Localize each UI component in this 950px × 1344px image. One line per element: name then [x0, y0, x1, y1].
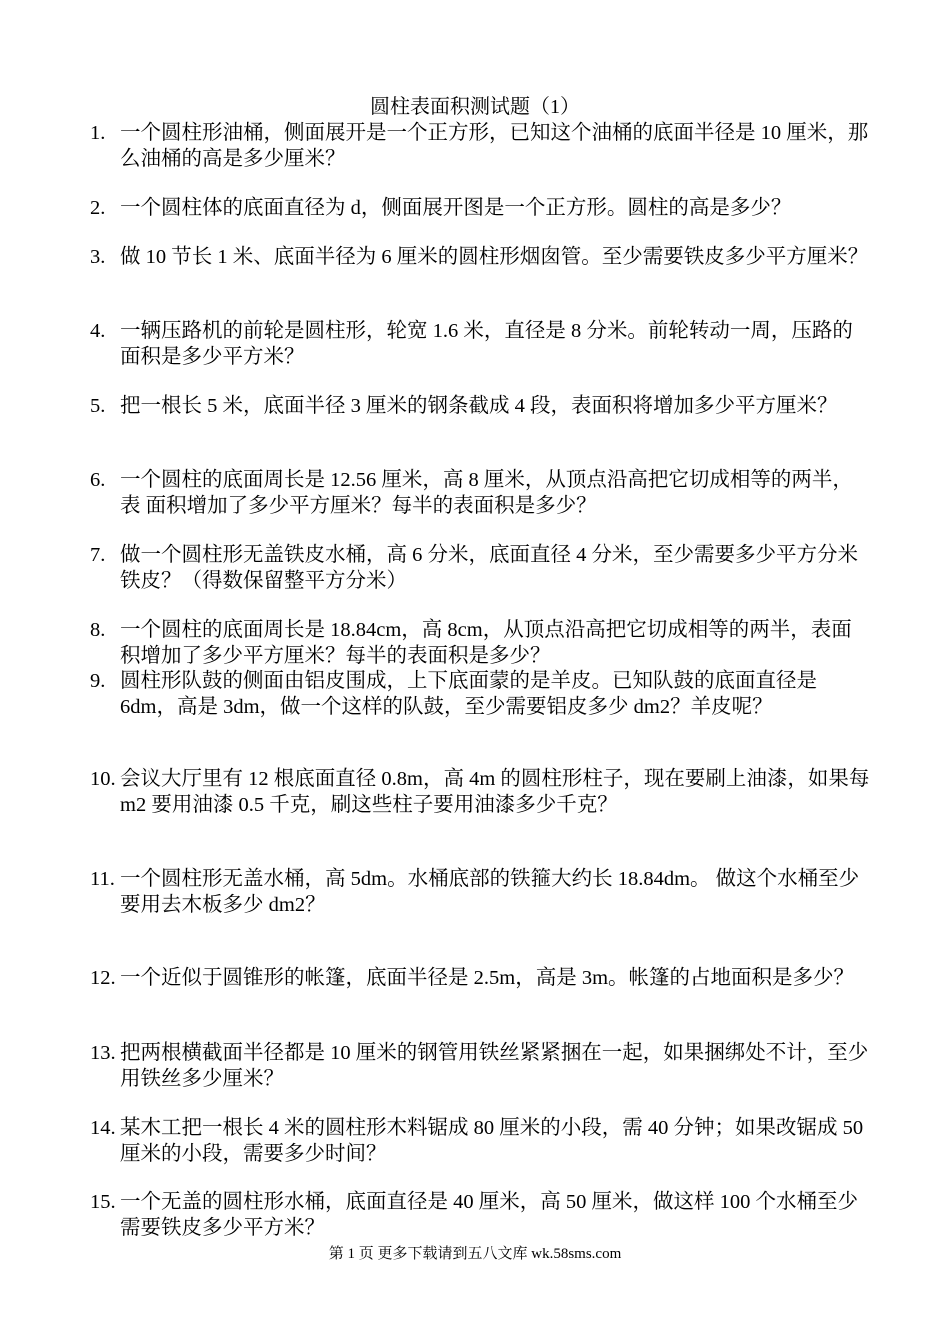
question-text: 一个近似于圆锥形的帐篷，底面半径是 2.5m，高是 3m。帐篷的占地面积是多少？	[120, 967, 855, 989]
question-text: 一辆压路机的前轮是圆柱形，轮宽 1.6 米，直径是 8 分米。前轮转动一周，压路的面积是多少平方米？	[120, 320, 853, 368]
question-number: 9.	[90, 670, 106, 692]
question-4	[90, 318, 870, 370]
question-text: 做一个圆柱形无盖铁皮水桶，高 6 分米，底面直径 4 分米，至少需要多少平方分米 铁皮？（得数保留整平方分米）	[120, 544, 858, 592]
question-5	[90, 393, 870, 419]
question-number: 7.	[90, 544, 106, 566]
question-6	[90, 467, 870, 519]
question-text: 一个圆柱形油桶，侧面展开是一个正方形，已知这个油桶的底面半径是 10 厘米，那么油桶的高是多少厘米？	[120, 122, 869, 170]
question-14	[90, 1115, 870, 1167]
question-text: 某木工把一根长 4 米的圆柱形木料锯成 80 厘米的小段，需 40 分钟；如果改锯成 50 厘米的小段，需要多少时间？	[120, 1117, 864, 1165]
question-text: 会议大厅里有 12 根底面直径 0.8m，高 4m 的圆柱形柱子，现在要刷上油漆，如果每 m2 要用油漆 0.5 千克，刷这些柱子要用油漆多少千克？	[120, 768, 870, 816]
question-10	[90, 766, 870, 818]
question-text: 一个圆柱体的底面直径为 d，侧面展开图是一个正方形。圆柱的高是多少？	[120, 197, 792, 219]
question-text: 圆柱形队鼓的侧面由铝皮围成，上下底面蒙的是羊皮。已知队鼓的底面直径是 6dm，高是 3dm，做一个这样的队鼓，至少需要铝皮多少 dm2？羊皮呢？	[120, 670, 817, 718]
question-1	[90, 120, 870, 172]
question-15	[90, 1189, 870, 1241]
question-text: 一个圆柱形无盖水桶，高 5dm。水桶底部的铁箍大约长 18.84dm。 做这个水桶至少要用去木板多少 dm2？	[120, 868, 860, 916]
question-text: 把一根长 5 米，底面半径 3 厘米的钢条截成 4 段，表面积将增加多少平方厘米？	[120, 395, 838, 417]
question-number: 13.	[90, 1042, 116, 1064]
question-number: 3.	[90, 246, 106, 268]
question-number: 6.	[90, 469, 106, 491]
question-number: 10.	[90, 768, 116, 790]
question-number: 4.	[90, 320, 106, 342]
question-number: 11.	[90, 868, 115, 890]
question-number: 1.	[90, 122, 106, 144]
question-7	[90, 542, 870, 594]
question-number: 15.	[90, 1191, 116, 1213]
question-number: 12.	[90, 967, 116, 989]
question-text: 一个圆柱的底面周长是 18.84cm，高 8cm，从顶点沿高把它切成相等的两半，表面积增加了多少平方厘米？每半的表面积是多少？	[120, 619, 852, 667]
question-text: 一个无盖的圆柱形水桶，底面直径是 40 厘米，高 50 厘米，做这样 100 个水桶至少需要铁皮多少平方米？	[120, 1191, 858, 1239]
question-text: 把两根横截面半径都是 10 厘米的钢管用铁丝紧紧捆在一起，如果捆绑处不计，至少用铁丝多少厘米？	[120, 1042, 869, 1090]
question-number: 2.	[90, 197, 106, 219]
question-2	[90, 195, 870, 221]
question-12	[90, 965, 870, 991]
question-13	[90, 1040, 870, 1092]
question-8	[90, 617, 870, 669]
question-3	[90, 244, 870, 270]
question-text: 做 10 节长 1 米、底面半径为 6 厘米的圆柱形烟囱管。至少需要铁皮多少平方厘米？	[120, 246, 869, 268]
question-number: 14.	[90, 1117, 116, 1139]
question-number: 5.	[90, 395, 106, 417]
question-text: 一个圆柱的底面周长是 12.56 厘米，高 8 厘米，从顶点沿高把它切成相等的两半，表 面积增加了多少平方厘米？每半的表面积是多少？	[120, 469, 853, 517]
page-footer: 第 1 页 更多下载请到五八文库 wk.58sms.com	[328, 1246, 622, 1262]
question-9	[90, 668, 870, 720]
question-11	[90, 866, 870, 918]
page-title: 圆柱表面积测试题（1）	[370, 96, 580, 118]
question-number: 8.	[90, 619, 106, 641]
